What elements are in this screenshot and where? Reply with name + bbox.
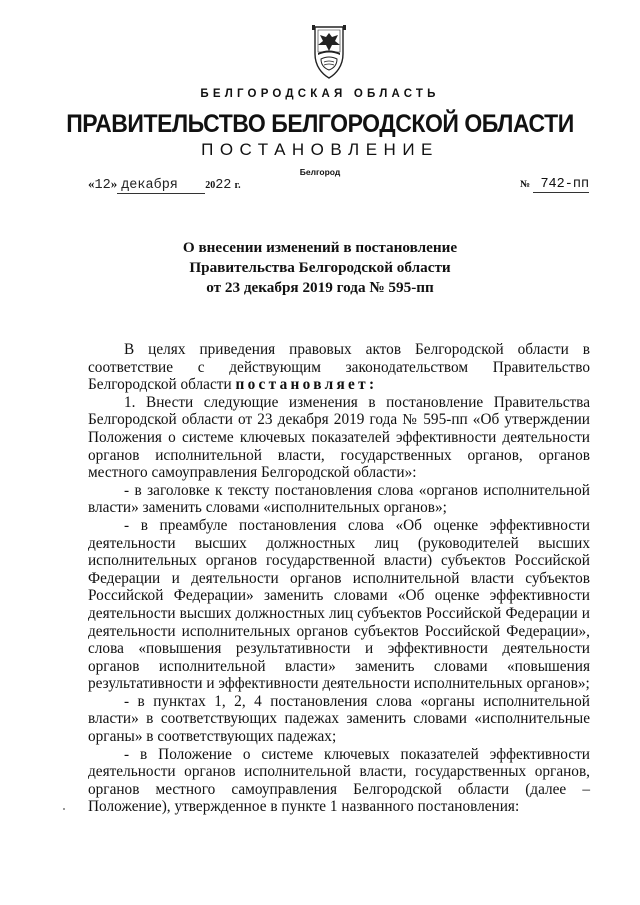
scan-margin-mark [63,808,65,810]
bullet-paragraph: - в преамбуле постановления слова «Об оценке эффективности деятельности высших должностных лиц (руководителей высших исполнительных органов государственной власти) субъектов Российской Федерации и деятельности органов исполнительной власти субъектов Российской Федерации» заменить словами «Об оценке эффективности деятельности высших должностных лиц субъектов Российской Федерации и деятельности исполнительных органов субъектов Российской Федерации», слова «повышения результативности и эффективности деятельности органов исполнительной власти» заменить словами «повышения результативности и эффективности деятельности исполнительных органов»; [88,516,590,693]
bullet-paragraph: - в заголовке к тексту постановления слова «органов исполнительной власти» заменить словами «исполнительных органов»; [88,481,590,517]
item-1-paragraph: 1. Внести следующие изменения в постановление Правительства Белгородской области от 23 декабря 2019 года № 595-пп «Об утверждении Положения о системе ключевых показателей эффективности деятельности органов исполнительной власти, государственных органов, органов местного самоуправления Белгородской области»: [88,393,590,482]
date-open-quote: « [88,176,95,191]
coat-of-arms-icon [308,24,350,80]
date-year-prefix: 20 [205,180,216,191]
document-date [88,176,241,194]
document-type: ПОСТАНОВЛЕНИЕ [201,140,439,159]
intro-text: В целях приведения правовых актов Белгородской области в соответствие с действующим законодательством Правительство Белгородской области [88,341,590,394]
document-subject [0,238,640,298]
date-close-quote: » [110,176,118,191]
date-year-suffix: 22 [215,178,232,193]
document-number [520,176,589,193]
bullet-paragraph: - в Положение о системе ключевых показателей эффективности деятельности органов исполнительной власти, государственных органов, органов местного самоуправления Белгородской области (далее – Положение), утвержденное в пункте 1 названного постановления: [88,745,590,816]
number-value: 742-пп [533,177,589,193]
date-year-abbr: г. [234,180,241,191]
subject-line: Правительства Белгородской области [189,259,451,276]
document-body [88,341,590,816]
city-label: Белгород [299,167,341,177]
bullet-paragraph: - в пунктах 1, 2, 4 постановления слова «органы исполнительной власти» в соответствующих падежах заменить словами «исполнительные органы» в соответствующих падежах; [88,692,590,746]
government-title: ПРАВИТЕЛЬСТВО БЕЛГОРОДСКОЙ ОБЛАСТИ [66,110,574,138]
date-day: 12 [94,178,111,193]
date-month: декабря [117,178,205,194]
region-title: БЕЛГОРОДСКАЯ ОБЛАСТЬ [200,88,440,100]
subject-line: О внесении изменений в постановление [182,239,458,256]
resolves-word: постановляет: [235,376,378,394]
number-label: № [520,179,531,190]
subject-line: от 23 декабря 2019 года № 595-пп [206,279,434,296]
intro-paragraph [88,341,590,394]
